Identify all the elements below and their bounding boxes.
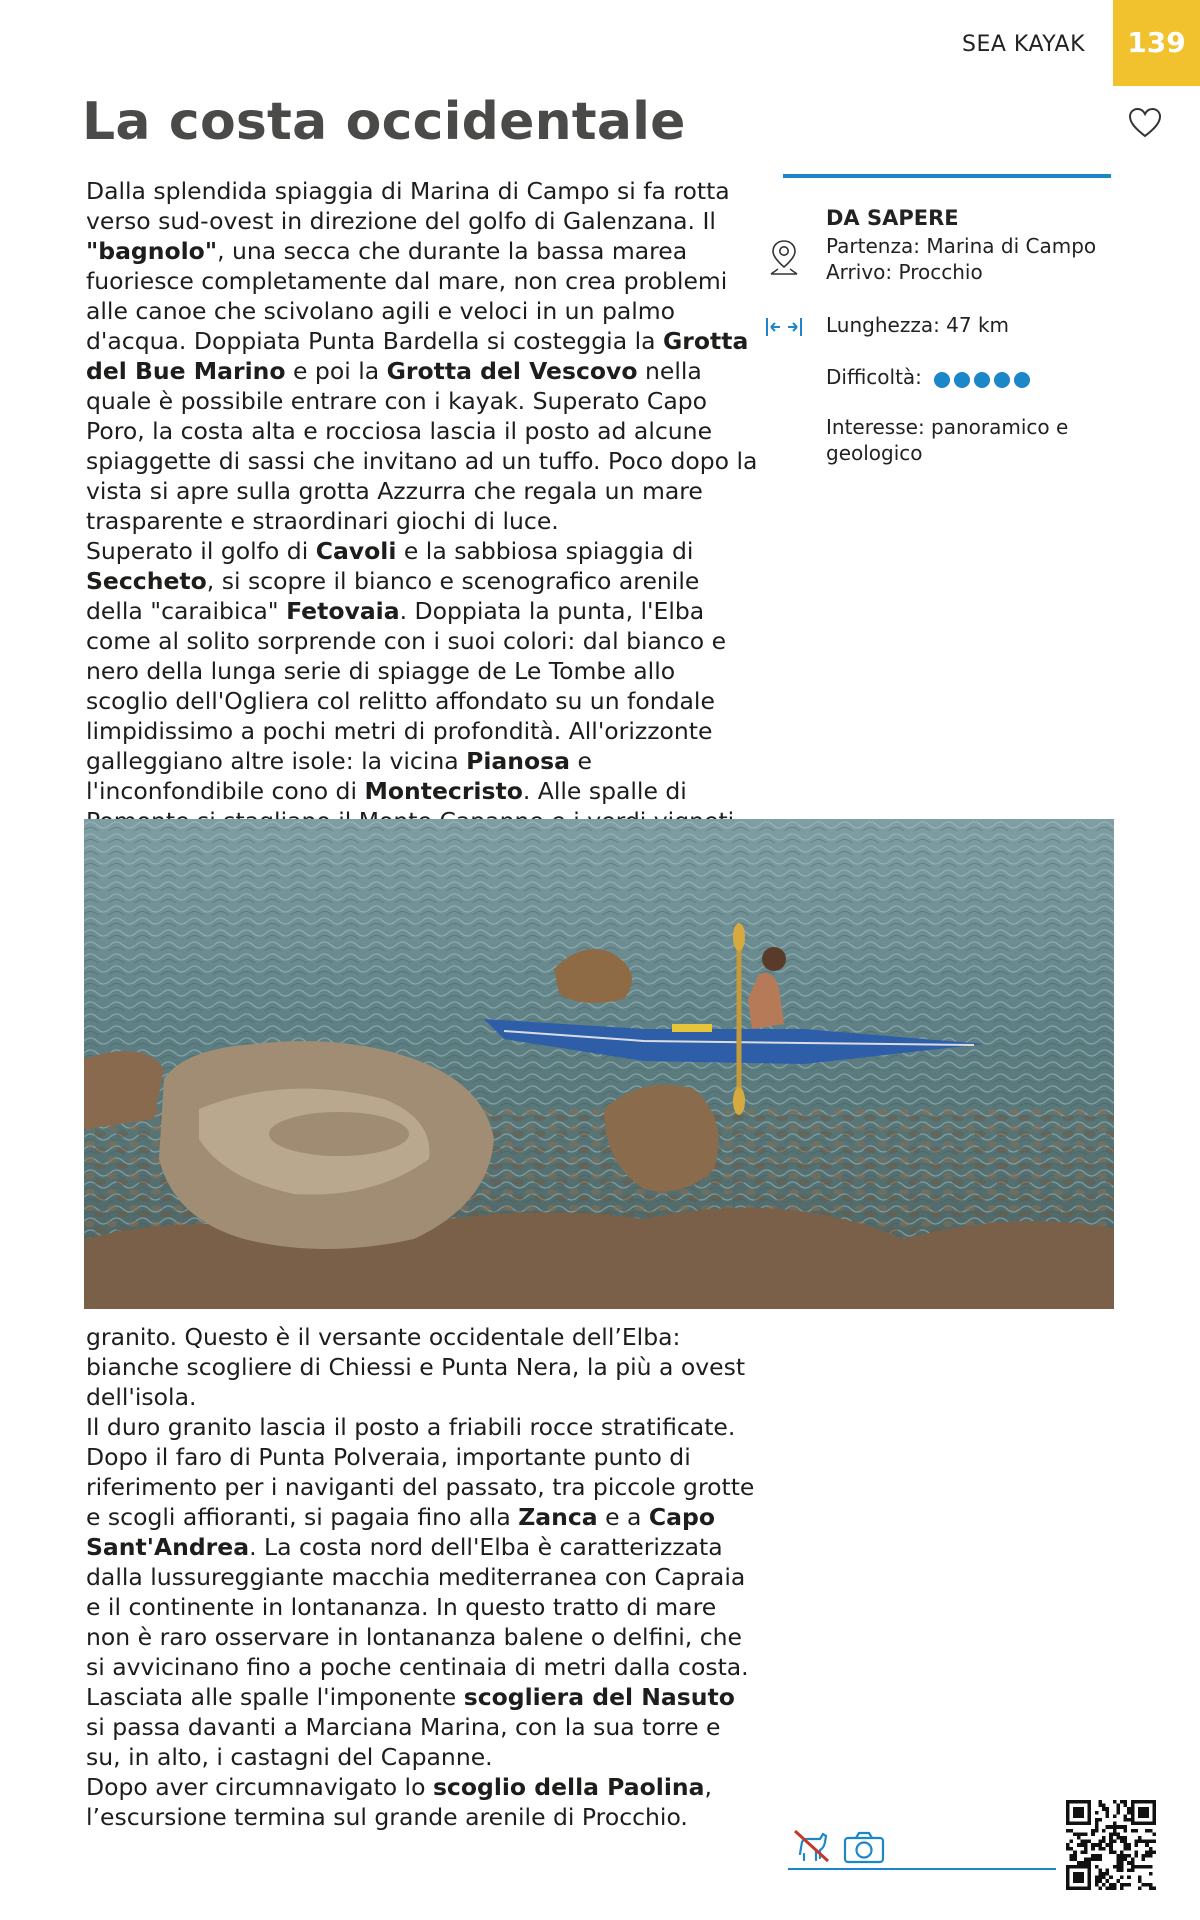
info-lunghezza: Lunghezza: 47 km — [826, 313, 1010, 337]
info-rule — [783, 174, 1111, 178]
heart-outline-icon[interactable] — [1128, 106, 1162, 140]
page-title: La costa occidentale — [82, 92, 686, 152]
qr-code[interactable] — [1066, 1800, 1156, 1890]
page-number-tab: 139 — [1113, 0, 1200, 86]
text-run: e l'inconfondibile cono di — [86, 747, 592, 805]
footer-rule — [788, 1868, 1056, 1870]
text-run: e la sabbiosa spiaggia di — [396, 537, 694, 565]
camera-icon — [843, 1830, 885, 1864]
difficulty-dot — [1014, 372, 1030, 388]
bold-text: Capo Sant'Andrea — [86, 1503, 715, 1561]
bold-text: Montecristo — [364, 777, 523, 805]
no-dogs-icon — [790, 1828, 834, 1864]
text-run: Il duro granito lascia il posto a friabili rocce stratificate. — [86, 1413, 736, 1441]
bold-text: Cavoli — [315, 537, 397, 565]
text-run: . Alle spalle di — [522, 777, 687, 805]
difficolta-label: Difficoltà: — [826, 365, 922, 389]
difficulty-dot — [934, 372, 950, 388]
text-run: . Doppiata la punta, l'Elba come al solito sorprende con i suoi colori: dal bianco e nero della lunga serie di spiagge de Le Tombe allo scoglio dell'Ogliera col relitto affondato su un fondale limpidissimo a pochi metri di profondità. All'orizzonte galleggiano altre isole: la vicina — [86, 597, 727, 775]
info-partenza: Partenza: Marina di Campo — [826, 234, 1097, 258]
body-text-part1 — [86, 176, 761, 866]
bold-text: Fetovaia — [286, 597, 400, 625]
text-run: e poi la — [285, 357, 387, 385]
text-run: Superato il golfo di — [86, 537, 316, 565]
text-run: , una secca che durante la bassa marea fuoriesce completamente dal mare, non crea problemi alle canoe che scivolano agili e veloci in un palmo d'acqua. Doppiata Punta Bardella si costeggia la — [86, 237, 728, 355]
text-run: e a — [597, 1503, 649, 1531]
difficulty-dot — [974, 372, 990, 388]
info-box — [783, 174, 1113, 465]
text-run: Dopo aver circumnavigato lo — [86, 1773, 433, 1801]
text-run: , si scopre il bianco e scenografico arenile della "caraibica" — [86, 567, 700, 625]
bold-text: Grotta del Vescovo — [386, 357, 638, 385]
bold-text: "bagnolo" — [86, 237, 218, 265]
difficulty-dot — [954, 372, 970, 388]
bold-text: scoglio della Paolina — [432, 1773, 705, 1801]
difficulty-rating — [934, 366, 1034, 392]
info-difficolta — [826, 364, 1034, 392]
info-arrivo: Arrivo: Procchio — [826, 260, 983, 284]
text-run: nella quale è possibile entrare con i kayak. Superato Capo Poro, la costa alta e rocciosa lascia il posto ad alcune spiaggette di sassi che invitano ad un tuffo. Poco dopo la vista si apre sulla grotta Azzurra che regala un mare trasparente e straordinari giochi di luce. — [86, 357, 758, 535]
info-interesse-2: geologico — [826, 441, 923, 465]
text-run: , l’escursione termina sul grande arenile di Procchio. — [86, 1773, 712, 1831]
info-heading: DA SAPERE — [826, 206, 959, 230]
bold-text: Grotta del Bue Marino — [86, 327, 749, 385]
kayak-photo — [84, 819, 1114, 1309]
text-run: Dopo il faro di Punta Polveraia, importante punto di riferimento per i naviganti del passato, tra piccole grotte e scogli affioranti, si pagaia fino alla — [86, 1443, 755, 1531]
length-arrows-icon — [765, 315, 803, 339]
text-run: granito. Questo è il versante occidentale dell’Elba: bianche scogliere di Chiessi e Punta Nera, la più a ovest dell'isola. — [86, 1323, 746, 1411]
text-run: . La costa nord dell'Elba è caratterizzata dalla lussureggiante macchia mediterranea con Capraia e il continente in lontananza. In questo tratto di mare non è raro osservare in lontananza balene o delfini, che si avvicinano fino a poche centinaia di metri dalla costa. Lasciata alle spalle l'imponente — [86, 1533, 749, 1711]
bold-text: Pianosa — [466, 747, 570, 775]
info-interesse-1: Interesse: panoramico e — [826, 415, 1069, 439]
section-label: SEA KAYAK — [962, 32, 1085, 57]
difficulty-dot — [994, 372, 1010, 388]
body-text-part2 — [86, 1322, 761, 1832]
map-pin-icon — [768, 238, 800, 278]
bold-text: scogliera del Nasuto — [463, 1683, 735, 1711]
bold-text: Zanca — [518, 1503, 598, 1531]
text-run: si passa davanti a Marciana Marina, con la sua torre e su, in alto, i castagni del Capanne. — [86, 1713, 721, 1771]
text-run: Dalla splendida spiaggia di Marina di Campo si fa rotta verso sud-ovest in direzione del golfo di Galenzana. Il — [86, 177, 730, 235]
bold-text: Seccheto — [86, 567, 207, 595]
